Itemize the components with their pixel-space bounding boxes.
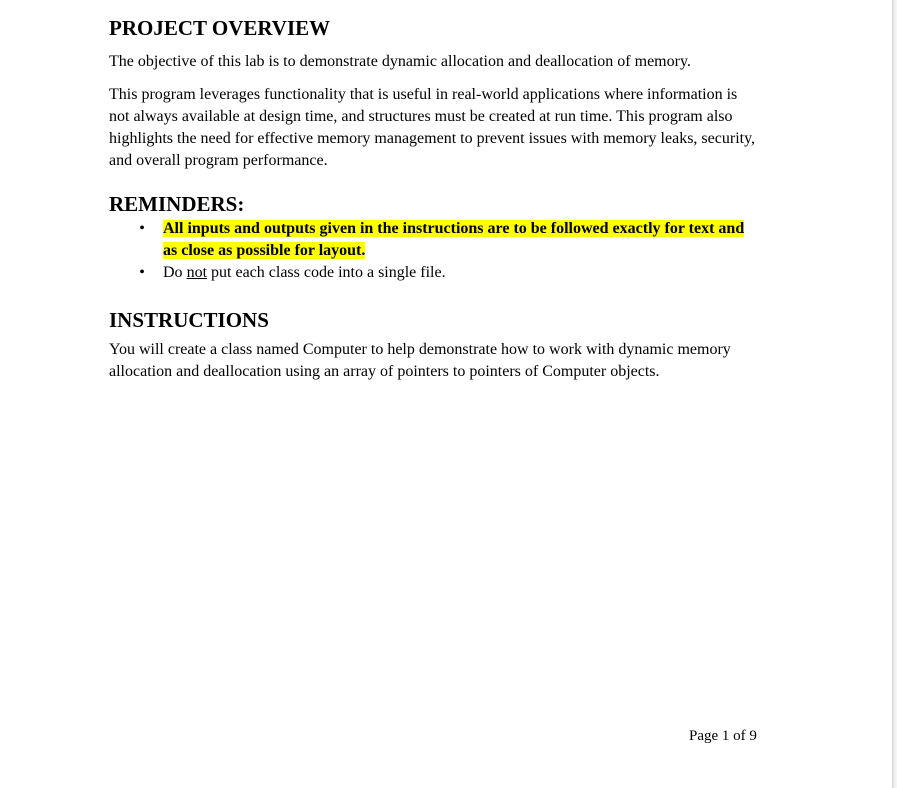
reminders-heading: REMINDERS: xyxy=(109,192,245,216)
project-overview-heading: PROJECT OVERVIEW xyxy=(109,16,331,40)
reminder-item-single-file xyxy=(109,262,759,284)
page-number-footer: Page 1 of 9 xyxy=(689,728,757,744)
reminder-text-suffix: put each class code into a single file. xyxy=(207,264,446,281)
reminder-item-inputs-outputs xyxy=(109,218,759,262)
reminder-underlined-word: not xyxy=(186,264,208,281)
page-edge-shadow xyxy=(892,0,897,788)
reminders-list xyxy=(109,218,759,284)
bullet-icon: • xyxy=(139,264,145,281)
page-content xyxy=(109,14,759,383)
instructions-paragraph: You will create a class named Computer to help demonstrate how to work with dynamic memory allocation and deallocation using an array of pointers to pointers of Computer objects. xyxy=(109,341,731,380)
functionality-paragraph: This program leverages functionality that is useful in real-world applications where information is not always available at design time, and structures must be created at run time. This program also highlights the need for effective memory management to prevent issues with memory leaks, security, and overall program performance. xyxy=(109,86,756,169)
reminder-text-prefix: Do xyxy=(163,264,187,281)
bullet-icon: • xyxy=(139,220,145,237)
instructions-heading: INSTRUCTIONS xyxy=(109,308,269,332)
objective-paragraph: The objective of this lab is to demonstrate dynamic allocation and deallocation of memory. xyxy=(109,53,691,70)
highlighted-reminder-text: All inputs and outputs given in the instructions are to be followed exactly for text and as close as possible for layout. xyxy=(163,220,745,259)
